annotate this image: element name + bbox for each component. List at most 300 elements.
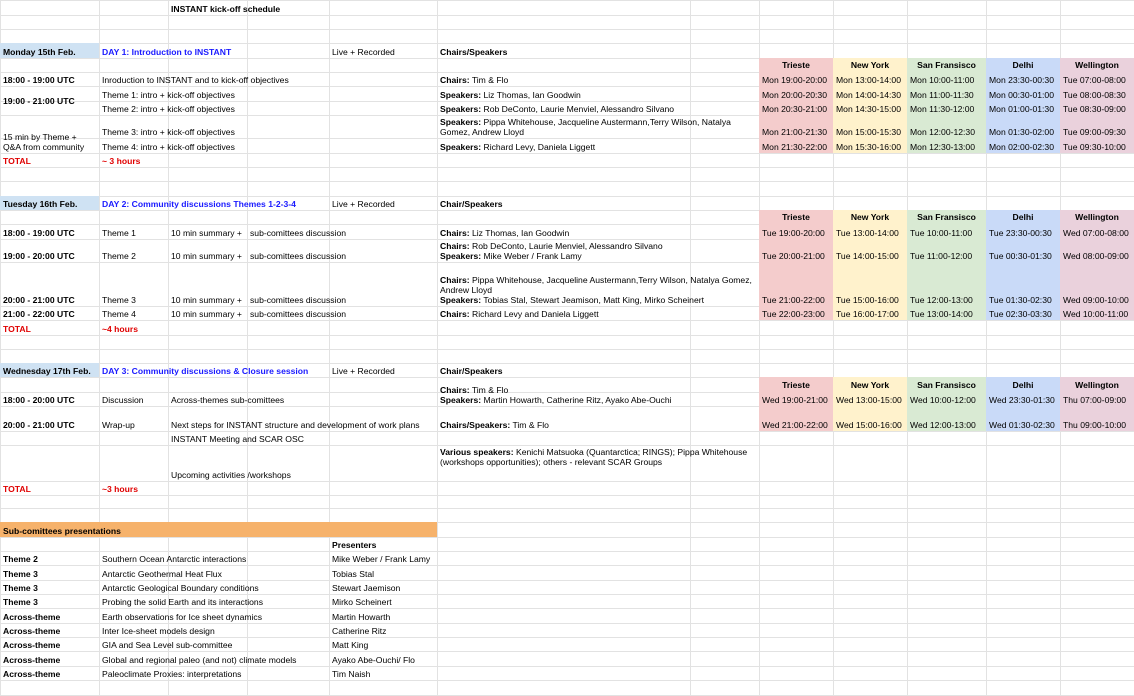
local-time-text: Mon 02:00-02:30 bbox=[989, 142, 1054, 152]
local-time[interactable] bbox=[1060, 115, 1134, 138]
session-description-text: sub-comittees discussion bbox=[250, 251, 347, 261]
total-label-text: TOTAL bbox=[3, 324, 31, 334]
subcommittee-theme[interactable] bbox=[0, 551, 99, 565]
timezone-header[interactable] bbox=[986, 210, 1060, 224]
names-text: Kenichi Matsuoka (Quantarctica; RINGS); Pippa Whitehouse (workshops opportunities); others - relevant SCAR Groups bbox=[440, 447, 748, 467]
day2-date-text: Tuesday 16th Feb. bbox=[3, 199, 78, 209]
schedule-title[interactable] bbox=[168, 0, 437, 15]
local-time[interactable] bbox=[986, 239, 1060, 262]
summary-label-text: 10 min summary + bbox=[171, 309, 242, 319]
local-time-text: Tue 09:30-10:00 bbox=[1063, 142, 1126, 152]
extra-session-label-text: Upcoming activities /workshops bbox=[171, 470, 291, 480]
local-time-text: Wed 13:00-15:00 bbox=[836, 395, 902, 405]
local-time-text: Mon 23:30-00:30 bbox=[989, 75, 1054, 85]
timezone-header[interactable] bbox=[907, 377, 986, 392]
subcommittees-header-text: Sub-comittees presentations bbox=[3, 526, 121, 536]
people-list bbox=[440, 385, 756, 405]
subcommittee-theme[interactable] bbox=[0, 580, 99, 594]
local-time-text: Mon 20:30-21:00 bbox=[762, 104, 827, 114]
local-time[interactable] bbox=[986, 138, 1060, 153]
subcommittee-theme-text: Across-theme bbox=[3, 612, 61, 622]
subcommittee-theme[interactable] bbox=[0, 594, 99, 608]
people-list bbox=[440, 420, 756, 430]
subcommittee-presenter[interactable] bbox=[329, 580, 437, 594]
theme-label[interactable] bbox=[99, 239, 168, 262]
timezone-header[interactable] bbox=[986, 377, 1060, 392]
subcommittee-topic[interactable] bbox=[99, 580, 329, 594]
local-time-text: Tue 08:30-09:00 bbox=[1063, 104, 1126, 114]
names-text: Mike Weber / Frank Lamy bbox=[481, 251, 582, 261]
subcommittees-header[interactable] bbox=[0, 522, 437, 537]
theme-label[interactable] bbox=[99, 224, 168, 239]
local-time[interactable] bbox=[986, 392, 1060, 406]
local-time[interactable] bbox=[1060, 72, 1134, 86]
local-time[interactable] bbox=[907, 101, 986, 115]
utc-time-text: 21:00 - 22:00 UTC bbox=[3, 309, 75, 319]
names-text: Tobias Stal, Stewart Jeamison, Matt King, Mirko Scheinert bbox=[481, 295, 704, 305]
summary-label-text: 10 min summary + bbox=[171, 295, 242, 305]
local-time[interactable] bbox=[986, 115, 1060, 138]
local-time[interactable] bbox=[833, 239, 907, 262]
utc-time[interactable] bbox=[0, 406, 99, 431]
grid-row-line bbox=[0, 153, 1134, 154]
chairs-cell[interactable] bbox=[437, 377, 759, 406]
timezone-header-text: Delhi bbox=[1012, 60, 1034, 70]
local-time-text: Tue 00:30-01:30 bbox=[989, 251, 1052, 261]
subcommittee-topic[interactable] bbox=[99, 608, 329, 623]
grid-row-line bbox=[0, 680, 1134, 681]
timezone-header-text: New York bbox=[850, 60, 890, 70]
local-time-text: Tue 16:00-17:00 bbox=[836, 309, 899, 319]
local-time-text: Mon 19:00-20:00 bbox=[762, 75, 827, 85]
utc-time-text: 19:00 - 20:00 UTC bbox=[3, 251, 75, 261]
local-time[interactable] bbox=[833, 86, 907, 101]
people-line bbox=[440, 295, 756, 305]
utc-time-text: 20:00 - 21:00 UTC bbox=[3, 295, 75, 305]
timezone-header-text: Wellington bbox=[1075, 379, 1119, 390]
local-time-text: Mon 13:00-14:00 bbox=[836, 75, 901, 85]
subcommittee-topic-text: Earth observations for Ice sheet dynamics bbox=[102, 612, 263, 622]
local-time[interactable] bbox=[986, 224, 1060, 239]
subcommittee-theme[interactable] bbox=[0, 565, 99, 580]
local-time[interactable] bbox=[986, 72, 1060, 86]
session-description-text: Theme 4: intro + kick-off objectives bbox=[102, 142, 235, 152]
people-list bbox=[440, 241, 756, 261]
chairs-cell[interactable] bbox=[437, 306, 759, 320]
subcommittee-presenter[interactable] bbox=[329, 651, 437, 666]
local-time[interactable] bbox=[1060, 86, 1134, 101]
subcommittee-presenter-text: Catherine Ritz bbox=[332, 626, 387, 636]
session-description[interactable] bbox=[99, 138, 329, 153]
local-time-text: Wed 08:00-09:00 bbox=[1063, 251, 1129, 261]
timezone-header-text: San Fransisco bbox=[917, 212, 976, 222]
people-list bbox=[440, 90, 756, 100]
theme-label[interactable] bbox=[99, 306, 168, 320]
theme-label[interactable] bbox=[99, 392, 168, 406]
names-text: Liz Thomas, Ian Goodwin bbox=[469, 228, 570, 238]
summary-label[interactable] bbox=[168, 262, 247, 306]
day1-title[interactable] bbox=[99, 43, 329, 58]
local-time-text: Wed 01:30-02:30 bbox=[989, 420, 1055, 430]
subcommittee-presenter[interactable] bbox=[329, 666, 437, 680]
total-value[interactable] bbox=[99, 320, 168, 335]
timezone-header-text: San Fransisco bbox=[917, 60, 976, 70]
local-time[interactable] bbox=[907, 115, 986, 138]
session-description[interactable] bbox=[99, 101, 329, 115]
local-time-text: Mon 14:00-14:30 bbox=[836, 90, 901, 100]
subcommittee-presenter-text: Tim Naish bbox=[332, 669, 371, 679]
theme-label[interactable] bbox=[99, 406, 168, 431]
local-time-text: Thu 09:00-10:00 bbox=[1063, 420, 1127, 430]
utc-time[interactable] bbox=[0, 306, 99, 320]
local-time[interactable] bbox=[833, 138, 907, 153]
day2-chairs-header[interactable] bbox=[437, 196, 690, 210]
total-label[interactable] bbox=[0, 481, 99, 495]
theme-label-text: Wrap-up bbox=[102, 420, 135, 430]
subcommittee-theme[interactable] bbox=[0, 623, 99, 637]
format-note-text: 15 min by Theme + Q&A from community bbox=[3, 132, 85, 152]
session-description-text: sub-comittees discussion bbox=[250, 309, 347, 319]
local-time-text: Tue 12:00-13:00 bbox=[910, 295, 973, 305]
session-description-text: Theme 1: intro + kick-off objectives bbox=[102, 90, 235, 100]
local-time[interactable] bbox=[833, 72, 907, 86]
local-time[interactable] bbox=[759, 224, 833, 239]
subcommittee-theme[interactable] bbox=[0, 608, 99, 623]
subcommittee-theme-text: Theme 3 bbox=[3, 569, 38, 579]
role-label: Speakers: bbox=[440, 251, 482, 261]
theme-label[interactable] bbox=[99, 262, 168, 306]
local-time-text: Mon 01:00-01:30 bbox=[989, 104, 1054, 114]
names-text: Pippa Whitehouse, Jacqueline Austermann,Terry Wilson, Natalya Gomez, Andrew Lloyd bbox=[440, 117, 731, 137]
people-line bbox=[440, 75, 756, 85]
grid-row-line bbox=[0, 508, 1134, 509]
local-time[interactable] bbox=[907, 72, 986, 86]
format-note[interactable] bbox=[0, 115, 99, 153]
timezone-header[interactable] bbox=[833, 58, 907, 72]
subcommittee-presenter[interactable] bbox=[329, 565, 437, 580]
session-description[interactable] bbox=[247, 262, 437, 306]
timezone-header[interactable] bbox=[759, 210, 833, 224]
total-value[interactable] bbox=[99, 481, 168, 495]
subcommittee-theme[interactable] bbox=[0, 637, 99, 651]
local-time[interactable] bbox=[759, 86, 833, 101]
people-list bbox=[440, 228, 756, 238]
timezone-header-text: Trieste bbox=[782, 212, 810, 222]
day3-mode-text: Live + Recorded bbox=[332, 366, 395, 376]
local-time[interactable] bbox=[1060, 262, 1134, 306]
subcommittee-topic[interactable] bbox=[99, 623, 329, 637]
presenters-header[interactable] bbox=[329, 537, 437, 551]
chairs-cell[interactable] bbox=[437, 72, 759, 86]
utc-time[interactable] bbox=[0, 224, 99, 239]
subcommittee-theme-text: Across-theme bbox=[3, 669, 61, 679]
local-time[interactable] bbox=[833, 101, 907, 115]
local-time[interactable] bbox=[833, 224, 907, 239]
subcommittee-topic[interactable] bbox=[99, 651, 329, 666]
session-description-text: sub-comittees discussion bbox=[250, 228, 347, 238]
day3-chairs-header-text: Chair/Speakers bbox=[440, 366, 503, 376]
local-time[interactable] bbox=[1060, 224, 1134, 239]
names-text: Liz Thomas, Ian Goodwin bbox=[481, 90, 581, 100]
local-time-text: Tue 15:00-16:00 bbox=[836, 295, 899, 305]
local-time[interactable] bbox=[759, 262, 833, 306]
timezone-header[interactable] bbox=[1060, 58, 1134, 72]
subcommittee-presenter-text: Mike Weber / Frank Lamy bbox=[332, 554, 431, 564]
subcommittee-topic[interactable] bbox=[99, 594, 329, 608]
session-description-text: sub-comittees discussion bbox=[250, 295, 347, 305]
local-time[interactable] bbox=[907, 406, 986, 431]
chairs-cell[interactable] bbox=[437, 138, 759, 153]
local-time[interactable] bbox=[907, 224, 986, 239]
role-label: Speakers: bbox=[440, 90, 482, 100]
local-time[interactable] bbox=[833, 406, 907, 431]
day3-date[interactable] bbox=[0, 363, 99, 377]
local-time[interactable] bbox=[907, 86, 986, 101]
day3-chairs-header[interactable] bbox=[437, 363, 690, 377]
day1-mode[interactable] bbox=[329, 43, 437, 58]
day1-date-text: Monday 15th Feb. bbox=[3, 47, 76, 57]
role-label: Chairs/Speakers: bbox=[440, 420, 511, 430]
local-time-text: Tue 23:30-00:30 bbox=[989, 228, 1052, 238]
session-description[interactable] bbox=[168, 406, 437, 431]
total-value[interactable] bbox=[99, 153, 168, 167]
subcommittee-topic-text: Antarctic Geothermal Heat Flux bbox=[102, 569, 222, 579]
local-time[interactable] bbox=[759, 392, 833, 406]
timezone-header-text: New York bbox=[850, 379, 890, 390]
people-line bbox=[440, 385, 756, 395]
grid-row-line bbox=[0, 481, 1134, 482]
total-label-text: TOTAL bbox=[3, 156, 31, 166]
timezone-header[interactable] bbox=[907, 210, 986, 224]
chairs-cell[interactable] bbox=[437, 239, 759, 262]
role-label: Speakers: bbox=[440, 104, 482, 114]
theme-label-text: Theme 1 bbox=[102, 228, 136, 238]
local-time[interactable] bbox=[907, 392, 986, 406]
local-time-text: Wed 19:00-21:00 bbox=[762, 395, 828, 405]
day2-date[interactable] bbox=[0, 196, 99, 210]
local-time[interactable] bbox=[986, 406, 1060, 431]
day2-title-text: DAY 2: Community discussions Themes 1-2-3-4 bbox=[102, 199, 296, 209]
local-time-text: Tue 01:30-02:30 bbox=[989, 295, 1052, 305]
timezone-header[interactable] bbox=[759, 377, 833, 392]
chairs-cell[interactable] bbox=[437, 224, 759, 239]
subcommittee-presenter-text: Ayako Abe-Ouchi/ Flo bbox=[332, 655, 415, 665]
day2-title[interactable] bbox=[99, 196, 329, 210]
people-list bbox=[440, 104, 756, 114]
local-time-text: Tue 13:00-14:00 bbox=[910, 309, 973, 319]
timezone-header[interactable] bbox=[1060, 210, 1134, 224]
session-description[interactable] bbox=[99, 86, 329, 101]
subcommittee-presenter[interactable] bbox=[329, 623, 437, 637]
day3-mode[interactable] bbox=[329, 363, 437, 377]
chairs-cell[interactable] bbox=[437, 101, 759, 115]
local-time[interactable] bbox=[759, 306, 833, 320]
total-value-text: ~4 hours bbox=[102, 324, 139, 334]
local-time-text: Tue 20:00-21:00 bbox=[762, 251, 825, 261]
grid-row-line bbox=[0, 335, 1134, 336]
session-description-text: Across-themes sub-comittees bbox=[171, 395, 285, 405]
subcommittee-topic[interactable] bbox=[99, 565, 329, 580]
timezone-header[interactable] bbox=[1060, 377, 1134, 392]
subcommittee-presenter-text: Martin Howarth bbox=[332, 612, 391, 622]
subcommittee-topic[interactable] bbox=[99, 666, 329, 680]
people-line bbox=[440, 309, 756, 319]
subcommittee-presenter[interactable] bbox=[329, 594, 437, 608]
timezone-header-text: Trieste bbox=[782, 60, 810, 70]
role-label: Chairs: bbox=[440, 241, 470, 251]
summary-label-text: 10 min summary + bbox=[171, 251, 242, 261]
local-time[interactable] bbox=[759, 72, 833, 86]
total-label[interactable] bbox=[0, 320, 99, 335]
day2-mode[interactable] bbox=[329, 196, 437, 210]
session-description[interactable] bbox=[247, 224, 437, 239]
subcommittee-topic-text: Probing the solid Earth and its interactions bbox=[102, 597, 263, 607]
local-time[interactable] bbox=[833, 115, 907, 138]
grid-row-line bbox=[0, 15, 1134, 16]
day1-mode-text: Live + Recorded bbox=[332, 47, 395, 57]
local-time-text: Mon 12:30-13:00 bbox=[910, 142, 975, 152]
subcommittee-presenter-text: Mirko Scheinert bbox=[332, 597, 392, 607]
day1-chairs-header-text: Chairs/Speakers bbox=[440, 47, 508, 57]
local-time[interactable] bbox=[907, 138, 986, 153]
day3-title[interactable] bbox=[99, 363, 329, 377]
timezone-header[interactable] bbox=[986, 58, 1060, 72]
local-time[interactable] bbox=[1060, 406, 1134, 431]
local-time[interactable] bbox=[759, 239, 833, 262]
utc-time[interactable] bbox=[0, 239, 99, 262]
local-time[interactable] bbox=[759, 101, 833, 115]
subcommittee-topic-text: Inter Ice-sheet models design bbox=[102, 626, 215, 636]
local-time-text: Wed 09:00-10:00 bbox=[1063, 295, 1129, 305]
local-time[interactable] bbox=[759, 138, 833, 153]
local-time[interactable] bbox=[759, 406, 833, 431]
subcommittee-presenter[interactable] bbox=[329, 551, 437, 565]
subcommittee-theme[interactable] bbox=[0, 666, 99, 680]
subcommittee-presenter[interactable] bbox=[329, 637, 437, 651]
local-time[interactable] bbox=[833, 306, 907, 320]
summary-label-text: 10 min summary + bbox=[171, 228, 242, 238]
session-description[interactable] bbox=[247, 306, 437, 320]
local-time[interactable] bbox=[833, 392, 907, 406]
timezone-header[interactable] bbox=[833, 210, 907, 224]
people-line bbox=[440, 275, 756, 295]
subcommittee-theme-text: Theme 3 bbox=[3, 583, 38, 593]
timezone-header[interactable] bbox=[907, 58, 986, 72]
local-time[interactable] bbox=[907, 262, 986, 306]
names-text: Richard Levy and Daniela Liggett bbox=[469, 309, 599, 319]
people-line bbox=[440, 228, 756, 238]
local-time[interactable] bbox=[986, 262, 1060, 306]
subcommittee-presenter-text: Matt King bbox=[332, 640, 369, 650]
local-time[interactable] bbox=[1060, 392, 1134, 406]
chairs-cell[interactable] bbox=[437, 406, 759, 431]
total-label-text: TOTAL bbox=[3, 484, 31, 494]
names-text: Pippa Whitehouse, Jacqueline Austermann,Terry Wilson, Natalya Gomez, Andrew Lloyd bbox=[440, 275, 752, 295]
local-time[interactable] bbox=[986, 306, 1060, 320]
chairs-cell[interactable] bbox=[437, 262, 759, 306]
session-description[interactable] bbox=[168, 392, 437, 406]
people-list bbox=[440, 75, 756, 85]
local-time-text: Mon 10:00-11:00 bbox=[910, 75, 975, 85]
local-time[interactable] bbox=[1060, 239, 1134, 262]
summary-label[interactable] bbox=[168, 239, 247, 262]
subcommittee-theme-text: Across-theme bbox=[3, 655, 61, 665]
local-time[interactable] bbox=[833, 262, 907, 306]
people-line bbox=[440, 420, 756, 430]
local-time-text: Tue 13:00-14:00 bbox=[836, 228, 899, 238]
people-line bbox=[440, 90, 756, 100]
local-time[interactable] bbox=[907, 239, 986, 262]
presenters-header-text: Presenters bbox=[332, 540, 377, 550]
local-time[interactable] bbox=[1060, 306, 1134, 320]
utc-time[interactable] bbox=[0, 262, 99, 306]
timezone-header-text: Delhi bbox=[1012, 379, 1034, 390]
summary-label[interactable] bbox=[168, 306, 247, 320]
session-description[interactable] bbox=[99, 72, 437, 86]
local-time-text: Wed 10:00-12:00 bbox=[910, 395, 976, 405]
local-time[interactable] bbox=[1060, 101, 1134, 115]
timezone-header-text: San Fransisco bbox=[917, 379, 976, 390]
extra-session-label[interactable] bbox=[168, 431, 437, 445]
total-label[interactable] bbox=[0, 153, 99, 167]
session-description[interactable] bbox=[99, 115, 329, 138]
timezone-header[interactable] bbox=[833, 377, 907, 392]
day1-date[interactable] bbox=[0, 43, 99, 58]
local-time-text: Tue 09:00-09:30 bbox=[1063, 127, 1126, 137]
various-speakers-cell[interactable] bbox=[437, 445, 759, 481]
names-text: Rob DeConto, Laurie Menviel, Alessandro Silvano bbox=[481, 104, 675, 114]
day1-chairs-header[interactable] bbox=[437, 43, 690, 58]
local-time[interactable] bbox=[1060, 138, 1134, 153]
role-label: Speakers: bbox=[440, 395, 482, 405]
grid-row-line bbox=[0, 495, 1134, 496]
utc-time-text: 18:00 - 20:00 UTC bbox=[3, 395, 75, 405]
subcommittee-presenter-text: Stewart Jaemison bbox=[332, 583, 401, 593]
summary-label[interactable] bbox=[168, 224, 247, 239]
local-time-text: Tue 19:00-20:00 bbox=[762, 228, 825, 238]
subcommittee-presenter[interactable] bbox=[329, 608, 437, 623]
timezone-header[interactable] bbox=[759, 58, 833, 72]
local-time[interactable] bbox=[986, 86, 1060, 101]
local-time-text: Mon 21:30-22:00 bbox=[762, 142, 827, 152]
theme-label-text: Theme 2 bbox=[102, 251, 136, 261]
session-description[interactable] bbox=[247, 239, 437, 262]
subcommittee-topic-text: Paleoclimate Proxies: interpretations bbox=[102, 669, 242, 679]
subcommittee-theme[interactable] bbox=[0, 651, 99, 666]
local-time[interactable] bbox=[907, 306, 986, 320]
local-time-text: Mon 01:30-02:00 bbox=[989, 127, 1054, 137]
names-text: Richard Levy, Daniela Liggett bbox=[481, 142, 596, 152]
grid-row-line bbox=[0, 167, 1134, 168]
utc-time[interactable] bbox=[0, 72, 99, 86]
local-time-text: Mon 15:00-15:30 bbox=[836, 127, 901, 137]
local-time[interactable] bbox=[986, 101, 1060, 115]
subcommittee-topic[interactable] bbox=[99, 551, 329, 565]
theme-label-text: Theme 3 bbox=[102, 295, 136, 305]
utc-time[interactable] bbox=[0, 392, 99, 406]
timezone-header-text: Delhi bbox=[1012, 212, 1034, 222]
role-label: Speakers: bbox=[440, 142, 482, 152]
chairs-cell[interactable] bbox=[437, 86, 759, 101]
subcommittee-topic[interactable] bbox=[99, 637, 329, 651]
local-time-text: Mon 12:00-12:30 bbox=[910, 127, 975, 137]
local-time[interactable] bbox=[759, 115, 833, 138]
names-text: Tim & Flo bbox=[469, 75, 509, 85]
chairs-cell[interactable] bbox=[437, 115, 759, 138]
utc-time[interactable] bbox=[0, 86, 99, 115]
extra-session-label[interactable] bbox=[168, 445, 437, 481]
names-text: Rob DeConto, Laurie Menviel, Alessandro Silvano bbox=[469, 241, 663, 251]
